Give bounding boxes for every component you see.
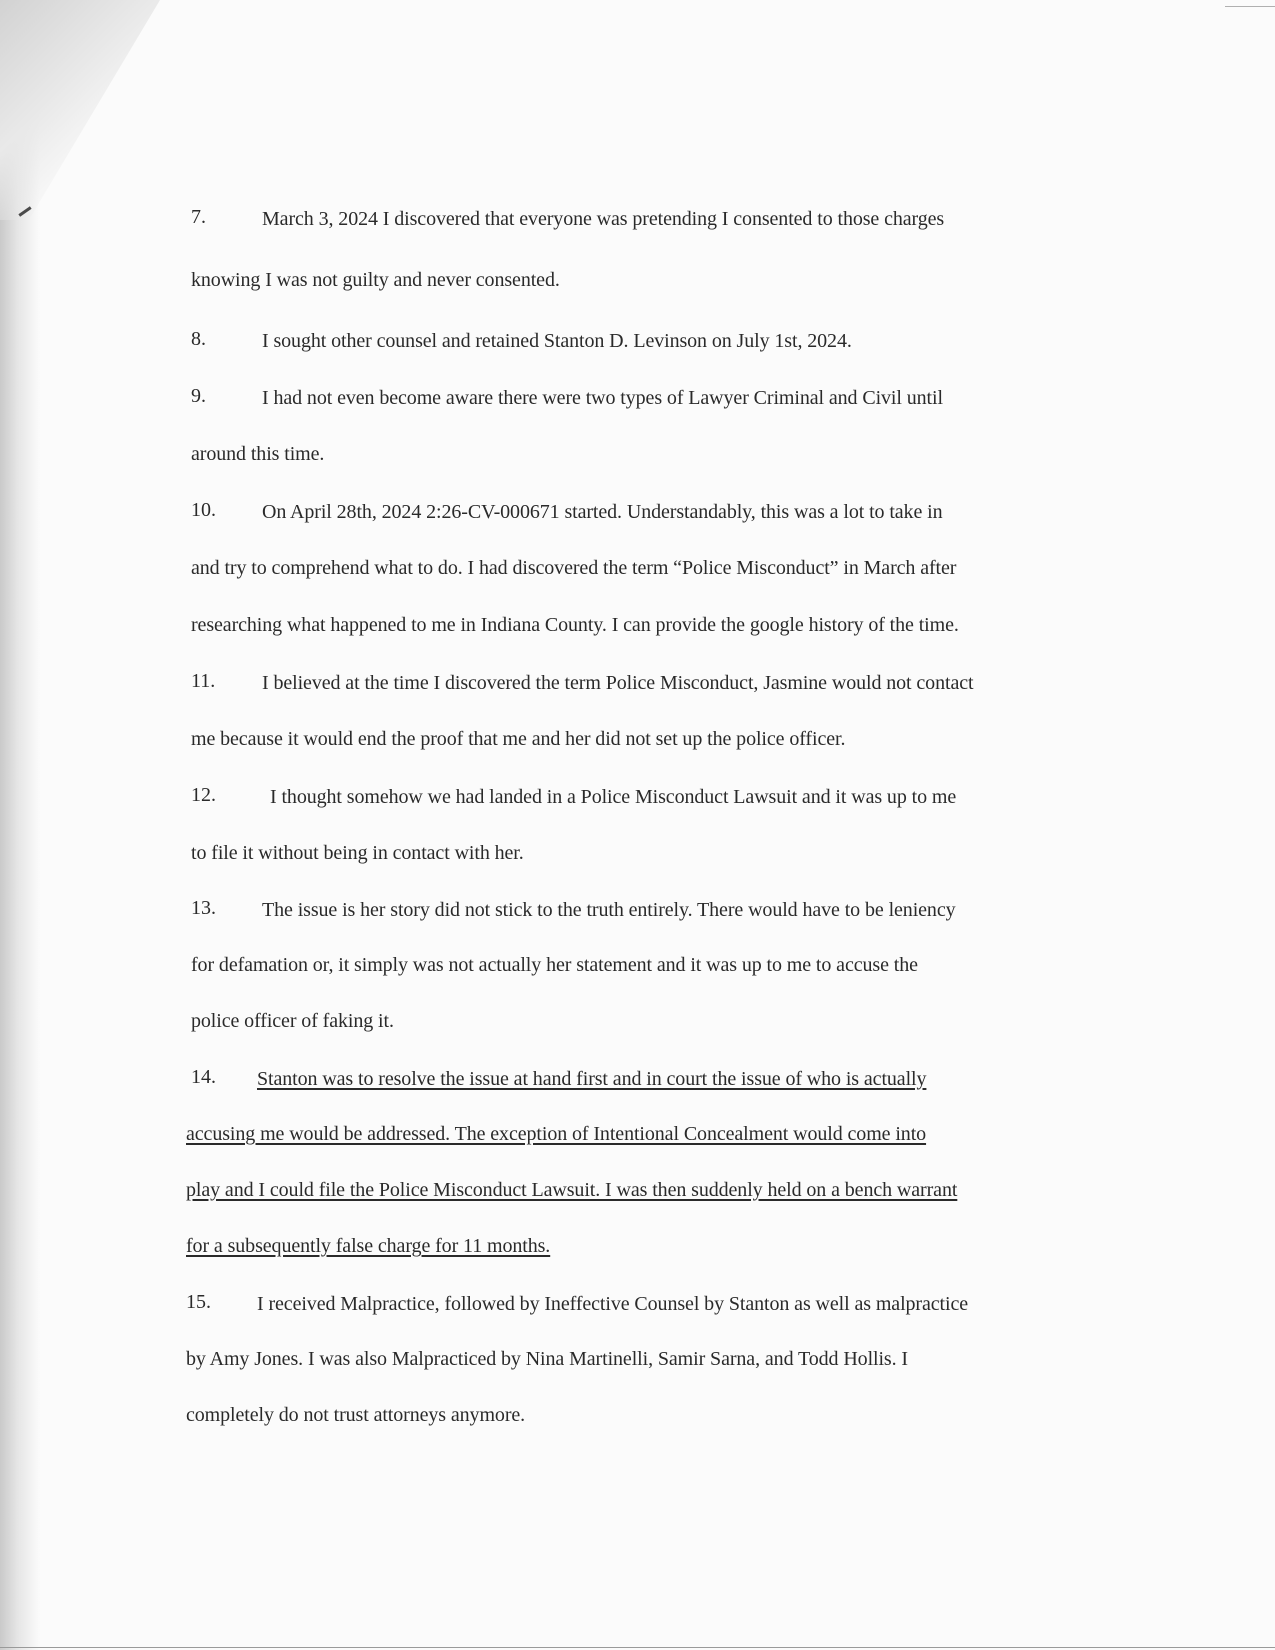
- underlined-paragraph-line: play and I could file the Police Misconduct Lawsuit. I was then suddenly held on a bench warrant: [186, 1179, 958, 1201]
- paragraph-line: I believed at the time I discovered the term Police Misconduct, Jasmine would not contact: [262, 672, 974, 694]
- paragraph-number: 10.: [191, 499, 216, 521]
- paragraph-line: I thought somehow we had landed in a Police Misconduct Lawsuit and it was up to me: [270, 786, 957, 808]
- paragraph-number: 15.: [186, 1291, 211, 1313]
- paragraph-line: me because it would end the proof that me and her did not set up the police officer.: [191, 728, 846, 750]
- paragraph-line: March 3, 2024 I discovered that everyone was pretending I consented to those charges: [262, 208, 945, 230]
- paragraph-line: knowing I was not guilty and never consented.: [191, 269, 560, 291]
- paragraph-line: completely do not trust attorneys anymore.: [186, 1404, 526, 1426]
- paragraph-line: for defamation or, it simply was not actually her statement and it was up to me to accuse the: [191, 954, 918, 976]
- paragraph-line: around this time.: [191, 443, 325, 465]
- paragraph-line: On April 28th, 2024 2:26-CV-000671 started. Understandably, this was a lot to take in: [262, 501, 943, 523]
- paragraph-line: The issue is her story did not stick to the truth entirely. There would have to be leniency: [262, 899, 956, 921]
- paragraph-line: researching what happened to me in Indiana County. I can provide the google history of the time.: [191, 614, 959, 636]
- paragraph-number: 14.: [191, 1066, 216, 1088]
- paragraph-number: 9.: [191, 385, 206, 407]
- paragraph-line: and try to comprehend what to do. I had discovered the term “Police Misconduct” in March after: [191, 557, 957, 579]
- underlined-paragraph-line: for a subsequently false charge for 11 months.: [186, 1235, 551, 1257]
- paragraph-number: 7.: [191, 206, 206, 228]
- underlined-paragraph-line: Stanton was to resolve the issue at hand first and in court the issue of who is actually: [257, 1068, 927, 1090]
- paragraph-line: police officer of faking it.: [191, 1010, 394, 1032]
- paragraph-line: I had not even become aware there were two types of Lawyer Criminal and Civil until: [262, 387, 943, 409]
- paragraph-number: 12.: [191, 784, 216, 806]
- paragraph-line: I sought other counsel and retained Stanton D. Levinson on July 1st, 2024.: [262, 330, 852, 352]
- paragraph-line: I received Malpractice, followed by Ineffective Counsel by Stanton as well as malpractice: [257, 1293, 969, 1315]
- paragraph-line: by Amy Jones. I was also Malpracticed by Nina Martinelli, Samir Sarna, and Todd Hollis. I: [186, 1348, 908, 1370]
- paragraph-number: 13.: [191, 897, 216, 919]
- paragraph-number: 8.: [191, 328, 206, 350]
- paragraph-line: to file it without being in contact with her.: [191, 842, 524, 864]
- underlined-paragraph-line: accusing me would be addressed. The exception of Intentional Concealment would come into: [186, 1123, 927, 1145]
- paragraph-number: 11.: [191, 670, 216, 692]
